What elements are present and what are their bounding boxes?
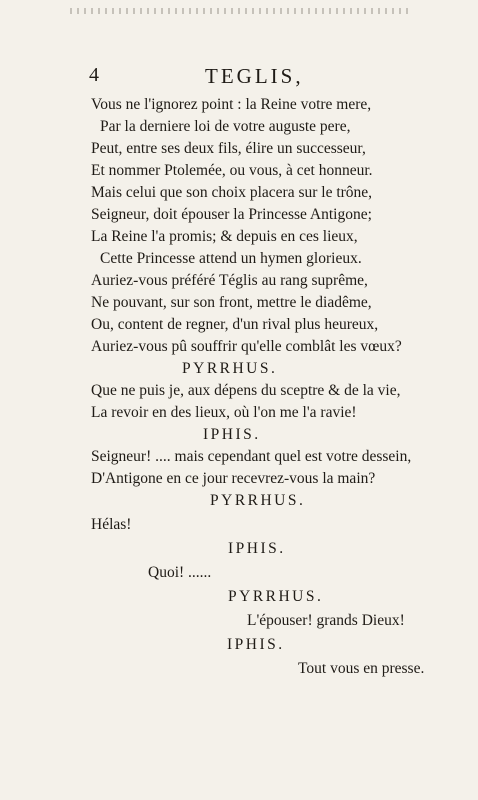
verse-line: Tout vous en presse. xyxy=(298,660,425,677)
speaker-name: IPHIS. xyxy=(203,426,261,443)
verse-line: Peut, entre ses deux fils, élire un successeur, xyxy=(91,140,366,157)
verse-line: Ou, content de regner, d'un rival plus heureux, xyxy=(91,316,379,333)
scan-edge-noise xyxy=(70,8,410,14)
page-number: 4 xyxy=(89,64,99,86)
speaker-name: IPHIS. xyxy=(227,636,285,653)
verse-line: Auriez-vous pû souffrir qu'elle comblât les vœux? xyxy=(91,338,402,355)
verse-line: L'épouser! grands Dieux! xyxy=(247,612,405,629)
verse-line: Que ne puis je, aux dépens du sceptre & de la vie, xyxy=(91,382,401,399)
verse-line: Seigneur, doit épouser la Princesse Antigone; xyxy=(91,206,372,223)
verse-line: Mais celui que son choix placera sur le trône, xyxy=(91,184,373,201)
speaker-name: PYRRHUS. xyxy=(182,360,278,377)
verse-line: D'Antigone en ce jour recevrez-vous la main? xyxy=(91,470,376,487)
verse-line: La revoir en des lieux, où l'on me l'a ravie! xyxy=(91,404,357,421)
verse-line: Quoi! ...... xyxy=(148,564,212,581)
verse-line: Cette Princesse attend un hymen glorieux. xyxy=(100,250,362,267)
verse-line: Ne pouvant, sur son front, mettre le diadême, xyxy=(91,294,372,311)
verse-line: Vous ne l'ignorez point : la Reine votre mere, xyxy=(91,96,372,113)
verse-line: La Reine l'a promis; & depuis en ces lieux, xyxy=(91,228,358,245)
speaker-name: IPHIS. xyxy=(228,540,286,557)
verse-line: Hélas! xyxy=(91,516,132,533)
running-title: TEGLIS, xyxy=(205,64,304,88)
verse-line: Et nommer Ptolemée, ou vous, à cet honneur. xyxy=(91,162,373,179)
verse-line: Auriez-vous préféré Téglis au rang suprême, xyxy=(91,272,368,289)
verse-line: Seigneur! .... mais cependant quel est votre dessein, xyxy=(91,448,412,465)
speaker-name: PYRRHUS. xyxy=(228,588,324,605)
verse-line: Par la derniere loi de votre auguste pere, xyxy=(100,118,351,135)
page-header xyxy=(0,64,478,94)
speaker-name: PYRRHUS. xyxy=(210,492,306,509)
